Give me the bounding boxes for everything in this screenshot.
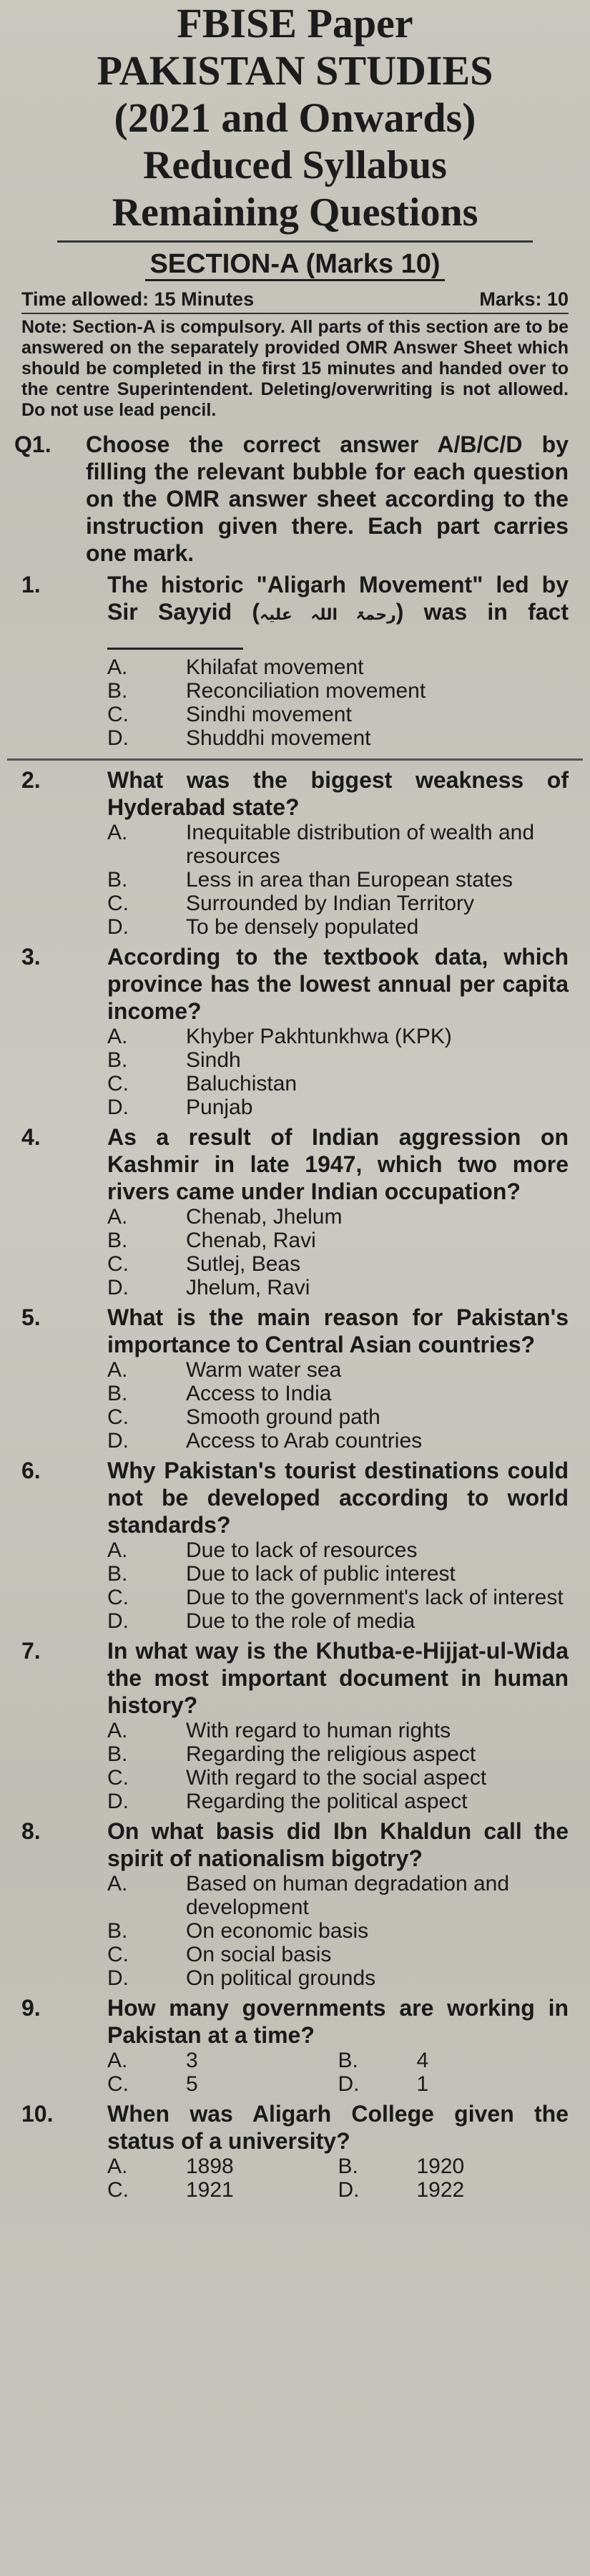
option-a (107, 1538, 569, 1562)
option-letter: A. (107, 821, 128, 844)
question-7 (14, 1637, 569, 1719)
option-letter: B. (107, 1048, 128, 1072)
option-text: Access to Arab countries (186, 1429, 423, 1453)
question-text: Why Pakistan's tourist destinations could not be developed according to world standards? (107, 1458, 569, 1538)
option-text: 1920 (416, 2155, 465, 2178)
option-c (107, 1766, 569, 1790)
question-text-start: The historic "Aligarh Movement" led by Sir Sayyid ( (107, 572, 569, 625)
question-9-options (107, 2049, 569, 2096)
option-a (107, 821, 569, 868)
option-text: Due to lack of public interest (186, 1562, 456, 1586)
question-5 (14, 1304, 569, 1358)
option-letter: C. (107, 1586, 129, 1609)
header-line-syllabus: Reduced Syllabus (143, 143, 447, 187)
option-c (107, 892, 569, 915)
option-text: On economic basis (186, 1919, 369, 1943)
option-a (107, 2049, 338, 2072)
option-b (338, 2049, 569, 2072)
main-question-text: Choose the correct answer A/B/C/D by filling the relevant bubble for each question on the OMR answer sheet according to the instruction given there. Each part carries one mark. (86, 431, 569, 566)
option-a (107, 1872, 569, 1919)
option-text: Khyber Pakhtunkhwa (KPK) (186, 1025, 452, 1048)
option-text: 1 (416, 2072, 429, 2096)
option-text: 4 (416, 2049, 429, 2072)
answer-blank (107, 630, 243, 650)
option-letter: A. (107, 1719, 128, 1742)
option-text: On social basis (186, 1943, 332, 1966)
option-letter: B. (107, 868, 128, 892)
option-text: Reconciliation movement (186, 679, 426, 703)
option-letter: C. (107, 2178, 129, 2202)
option-letter: C. (107, 703, 129, 726)
option-text: With regard to the social aspect (186, 1766, 487, 1790)
option-b (107, 1919, 569, 1943)
option-text: 1922 (416, 2178, 465, 2202)
option-text: Warm water sea (186, 1358, 342, 1382)
option-c (107, 1943, 569, 1966)
option-letter: D. (107, 726, 129, 750)
question-number: 7. (21, 1638, 41, 1664)
option-letter: B. (107, 1742, 128, 1766)
option-text: 3 (186, 2049, 198, 2072)
option-letter: C. (107, 1405, 129, 1429)
option-letter: A. (107, 1025, 128, 1048)
option-a (107, 1025, 569, 1048)
option-text: Baluchistan (186, 1072, 298, 1096)
option-c (107, 1252, 569, 1276)
option-text: Surrounded by Indian Territory (186, 892, 475, 915)
option-text: Based on human degradation and development (186, 1872, 510, 1919)
question-4 (14, 1123, 569, 1205)
paper-header (7, 0, 583, 236)
option-text: 1921 (186, 2178, 234, 2202)
question-10 (14, 2100, 569, 2155)
option-d (107, 1429, 569, 1453)
question-number: 5. (21, 1304, 41, 1330)
question-number: 1. (21, 572, 41, 597)
option-text: Inequitable distribution of wealth and resources (186, 821, 535, 868)
header-line-board: FBISE Paper (177, 0, 413, 47)
question-8 (14, 1818, 569, 1872)
question-2-options (107, 821, 569, 939)
option-text: 1898 (186, 2155, 234, 2178)
header-line-remaining: Remaining Questions (112, 190, 478, 235)
option-letter: D. (338, 2178, 360, 2202)
option-row (107, 2049, 569, 2072)
option-letter: D. (107, 915, 129, 939)
question-2 (14, 766, 569, 821)
option-text: Sutlej, Beas (186, 1252, 301, 1276)
option-c (107, 2178, 338, 2202)
question-6-options (107, 1538, 569, 1633)
question-text: As a result of Indian aggression on Kashmir in late 1947, which two more rivers came under Indian occupation? (107, 1124, 569, 1204)
option-text: Due to the government's lack of interest (186, 1586, 564, 1609)
option-b (107, 1229, 569, 1252)
option-b (107, 679, 569, 703)
question-4-options (107, 1205, 569, 1299)
option-text: Regarding the political aspect (186, 1790, 468, 1813)
question-number: 9. (21, 1995, 41, 2021)
option-c (107, 1405, 569, 1429)
option-letter: D. (107, 1429, 129, 1453)
option-text: Access to India (186, 1382, 332, 1405)
column-divider (7, 758, 583, 761)
urdu-honorific: رحمۃ اللہ علیہ (260, 605, 396, 623)
option-text: Khilafat movement (186, 655, 364, 679)
option-a (107, 1719, 569, 1742)
option-letter: B. (107, 1562, 128, 1586)
section-title (7, 247, 583, 281)
question-number: 10. (21, 2101, 54, 2127)
option-letter: C. (107, 892, 129, 915)
option-a (107, 2155, 338, 2178)
option-text: Due to the role of media (186, 1609, 416, 1633)
question-1 (14, 571, 569, 655)
time-allowed: Time allowed: 15 Minutes (21, 288, 255, 310)
option-d (107, 915, 569, 939)
option-d (107, 1096, 569, 1119)
question-3 (14, 943, 569, 1025)
main-question-number: Q1. (14, 431, 51, 457)
option-d (338, 2178, 569, 2202)
option-a (107, 1205, 569, 1229)
question-1-options (107, 655, 569, 750)
option-d (107, 1966, 569, 1990)
option-text: Due to lack of resources (186, 1538, 418, 1562)
option-letter: D. (107, 1276, 129, 1299)
option-d (107, 726, 569, 750)
question-number: 3. (21, 944, 41, 970)
main-question (14, 431, 569, 567)
option-letter: C. (107, 1252, 129, 1276)
option-text: Smooth ground path (186, 1405, 380, 1429)
question-text-end: ) was in fact (395, 599, 569, 625)
header-line-subject: PAKISTAN STUDIES (97, 47, 493, 94)
question-text: In what way is the Khutba-e-Hijjat-ul-Wida the most important document in human history? (107, 1638, 569, 1718)
time-marks-row (21, 287, 569, 311)
option-d (107, 1276, 569, 1299)
question-3-options (107, 1025, 569, 1119)
header-line-session: (2021 and Onwards) (114, 94, 476, 141)
option-text: Shuddhi movement (186, 726, 371, 750)
option-letter: A. (107, 1358, 128, 1382)
option-letter: C. (107, 1766, 129, 1790)
option-letter: C. (107, 2072, 129, 2096)
option-letter: A. (107, 655, 128, 679)
option-letter: A. (107, 1205, 128, 1229)
option-letter: D. (107, 1790, 129, 1813)
option-letter: D. (338, 2072, 360, 2096)
option-b (107, 868, 569, 892)
option-text: With regard to human rights (186, 1719, 451, 1742)
option-letter: A. (107, 2155, 128, 2178)
option-d (338, 2072, 569, 2096)
question-6 (14, 1457, 569, 1538)
option-letter: B. (107, 679, 128, 703)
option-c (107, 1586, 569, 1609)
option-letter: C. (107, 1072, 129, 1096)
option-c (107, 703, 569, 726)
option-d (107, 1790, 569, 1813)
option-row (107, 2072, 569, 2096)
option-row (107, 2178, 569, 2202)
option-letter: A. (107, 1872, 128, 1896)
option-letter: A. (107, 1538, 128, 1562)
question-text: When was Aligarh College given the status of a university? (107, 2101, 569, 2154)
option-b (107, 1382, 569, 1405)
option-text: On political grounds (186, 1966, 376, 1990)
question-text: How many governments are working in Pakistan at a time? (107, 1995, 569, 2048)
option-text: Chenab, Ravi (186, 1229, 316, 1252)
option-letter: B. (107, 1382, 128, 1405)
option-text: Sindh (186, 1048, 241, 1072)
marks-total: Marks: 10 (479, 288, 569, 310)
question-number: 8. (21, 1818, 41, 1844)
option-text: To be densely populated (186, 915, 419, 939)
option-letter: C. (107, 1943, 129, 1966)
option-d (107, 1609, 569, 1633)
option-text: Jhelum, Ravi (186, 1276, 310, 1299)
option-letter: B. (107, 1919, 128, 1943)
option-text: Chenab, Jhelum (186, 1205, 343, 1229)
option-c (107, 1072, 569, 1096)
question-5-options (107, 1358, 569, 1453)
section-title-text: SECTION-A (Marks 10) (145, 249, 444, 281)
option-b (107, 1742, 569, 1766)
option-text: Sindhi movement (186, 703, 352, 726)
option-text: Regarding the religious aspect (186, 1742, 476, 1766)
question-text: What was the biggest weakness of Hyderabad state? (107, 767, 569, 820)
option-letter: A. (107, 2049, 128, 2072)
option-letter: D. (107, 1609, 129, 1633)
option-letter: B. (107, 1229, 128, 1252)
question-number: 6. (21, 1458, 41, 1483)
option-letter: D. (107, 1966, 129, 1990)
question-text: What is the main reason for Pakistan's importance to Central Asian countries? (107, 1304, 569, 1357)
header-divider (57, 240, 533, 243)
question-text: On what basis did Ibn Khaldun call the spirit of nationalism bigotry? (107, 1818, 569, 1871)
option-letter: B. (338, 2155, 358, 2178)
option-b (107, 1562, 569, 1586)
instructions-note: Note: Section-A is compulsory. All parts of this section are to be answered on the separately provided OMR Answer Sheet which should be completed in the first 15 minutes and handed over to the centre Superintendent. Deleting/overwriting is not allowed. Do not use lead pencil. (21, 313, 569, 421)
option-b (338, 2155, 569, 2178)
option-text: Punjab (186, 1096, 253, 1119)
question-9 (14, 1994, 569, 2049)
option-c (107, 2072, 338, 2096)
option-text: Less in area than European states (186, 868, 513, 892)
option-a (107, 1358, 569, 1382)
question-10-options (107, 2155, 569, 2202)
option-a (107, 655, 569, 679)
option-letter: D. (107, 1096, 129, 1119)
option-letter: B. (338, 2049, 358, 2072)
question-8-options (107, 1872, 569, 1990)
option-row (107, 2155, 569, 2178)
question-text: According to the textbook data, which province has the lowest annual per capita income? (107, 944, 569, 1024)
option-b (107, 1048, 569, 1072)
question-text (107, 571, 569, 655)
question-number: 4. (21, 1124, 41, 1150)
question-number: 2. (21, 767, 41, 793)
question-7-options (107, 1719, 569, 1813)
option-text: 5 (186, 2072, 198, 2096)
